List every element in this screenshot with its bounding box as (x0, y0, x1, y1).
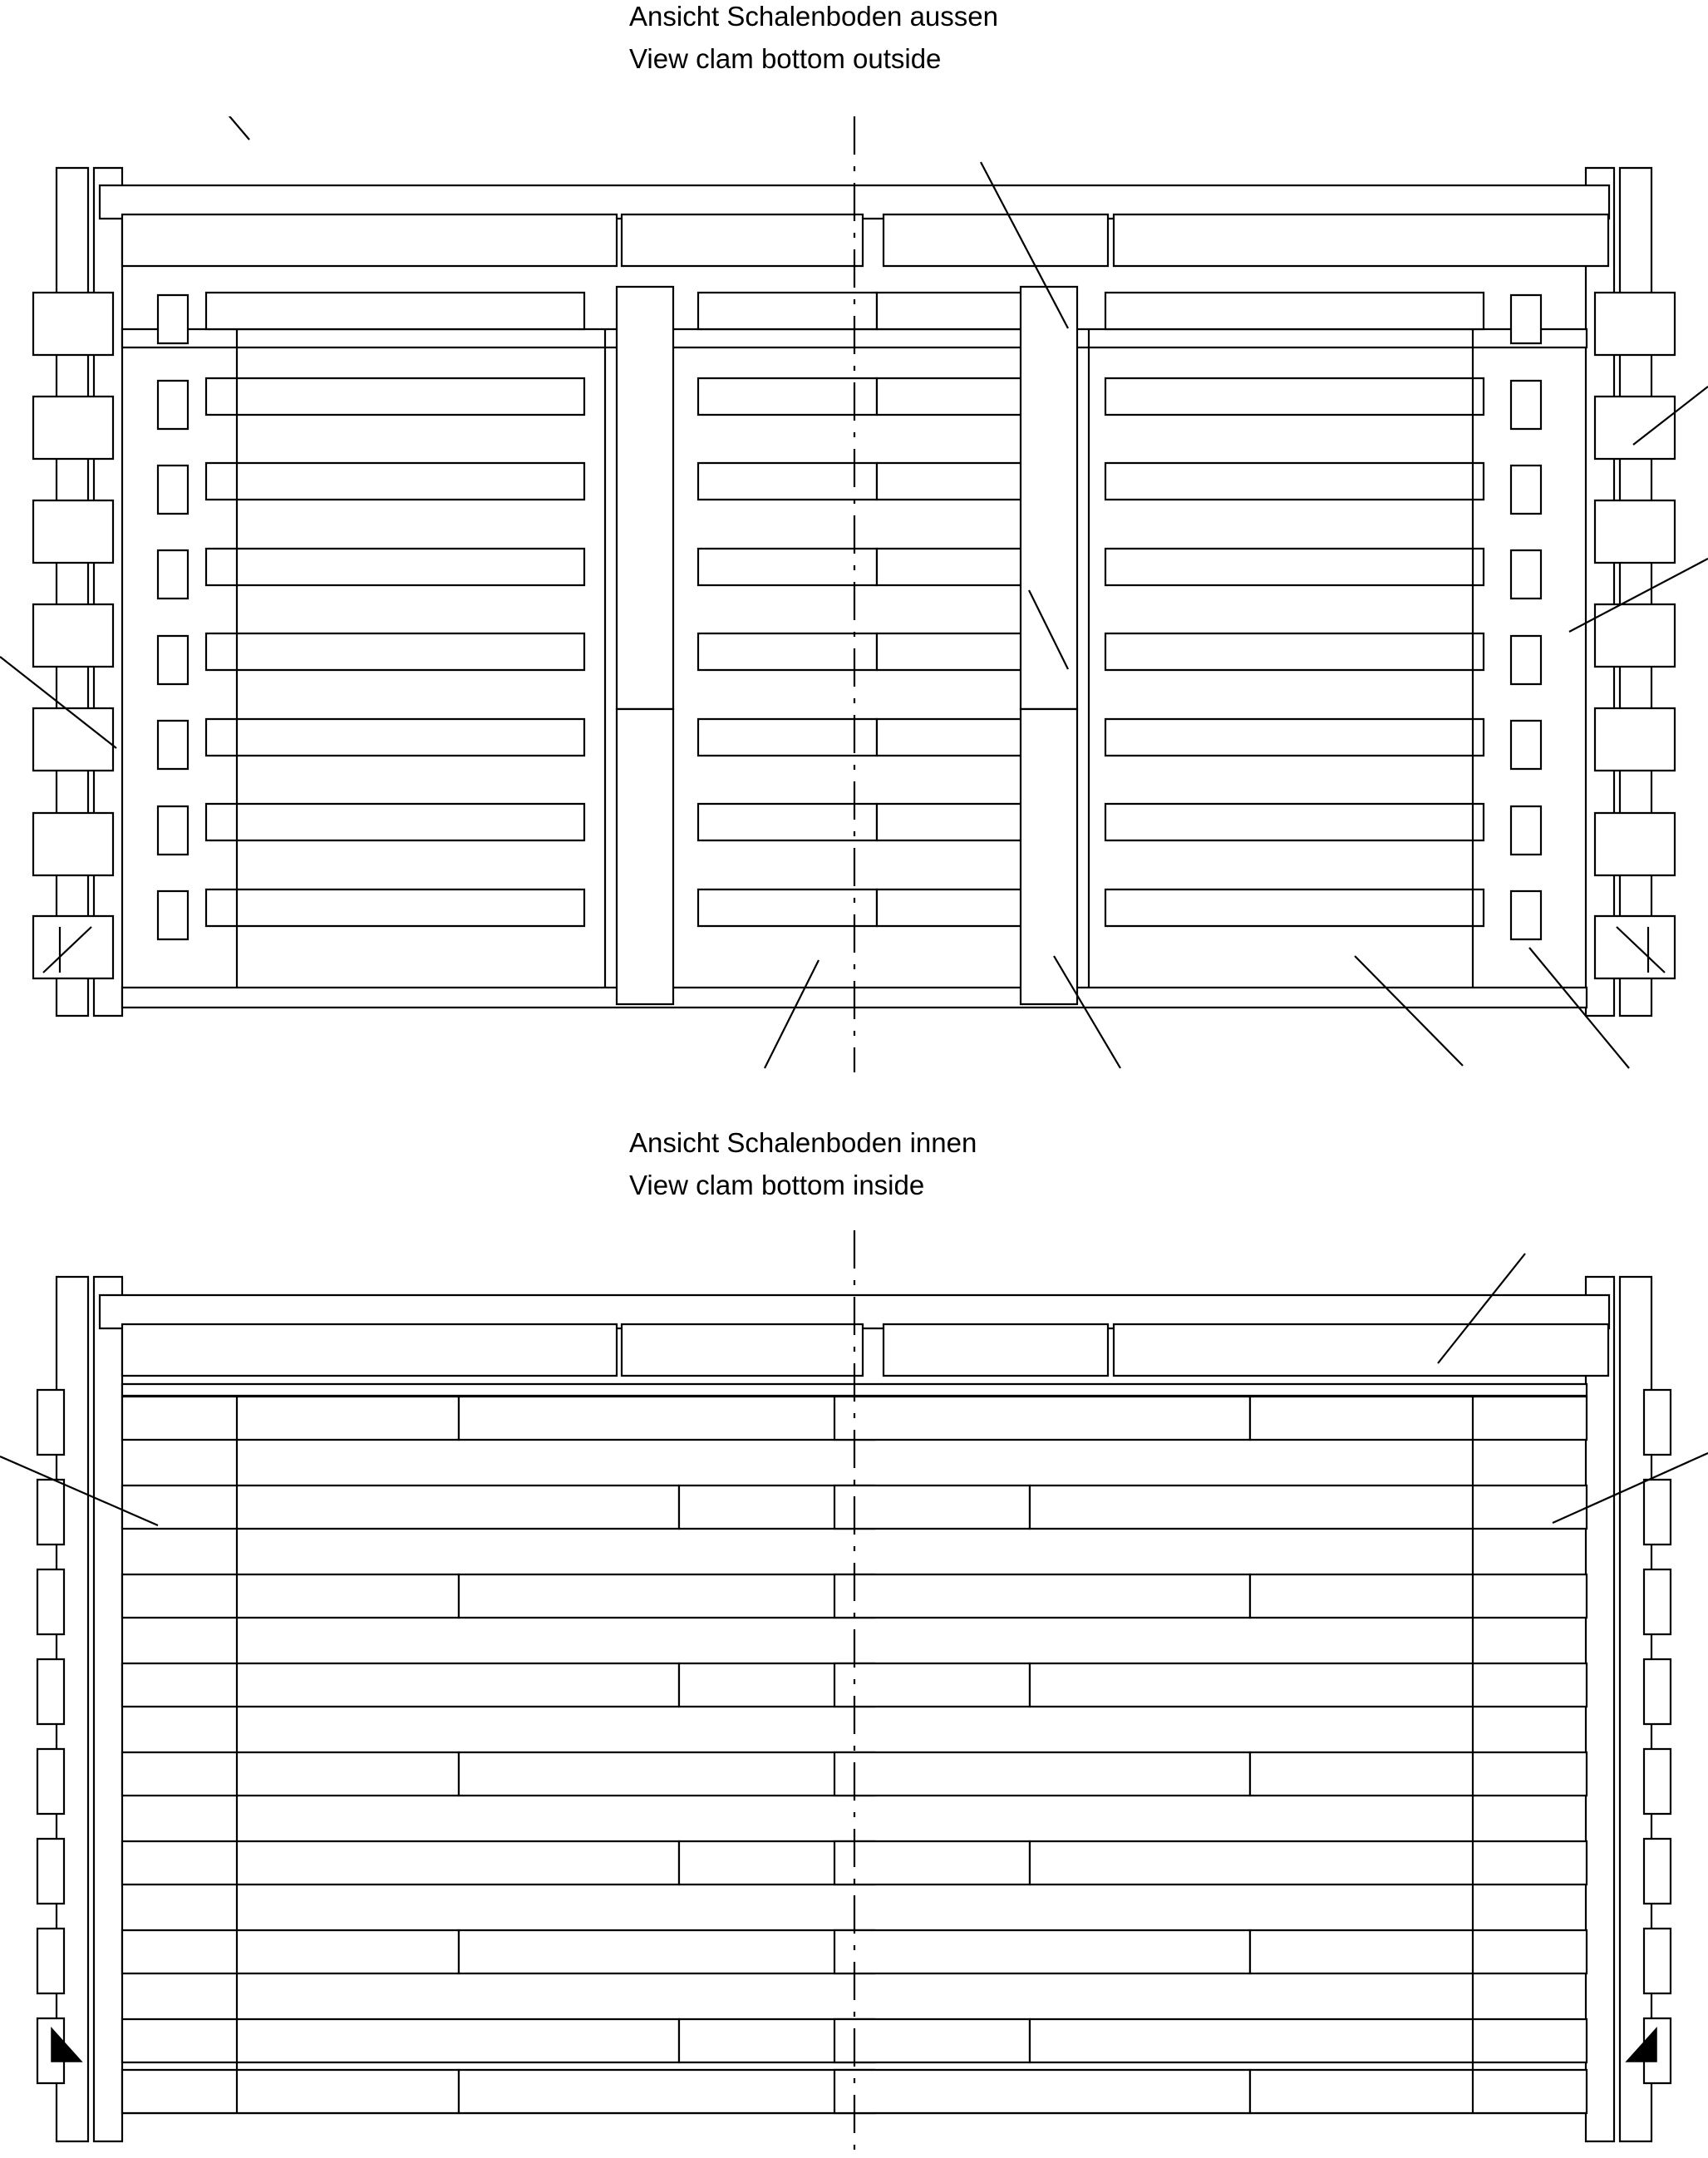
inside-plank (459, 1397, 874, 1440)
outside-short-plank-left (698, 549, 877, 585)
inside-plank (122, 2070, 459, 2113)
right-small-square (1511, 550, 1541, 599)
view-title-inside (629, 1121, 977, 1206)
outside-plank-right (1105, 378, 1484, 415)
right-small-square (1511, 806, 1541, 855)
left-hinge (37, 1839, 64, 1904)
inside-plank (122, 1663, 679, 1707)
inside-plank (834, 1752, 1250, 1796)
top-plank-segment (622, 214, 863, 266)
right-small-square (1511, 636, 1541, 684)
leader-bottom-right (1355, 956, 1463, 1066)
outside-plank-left (206, 804, 584, 840)
left-hinge (37, 1749, 64, 1814)
left-bracket (33, 293, 113, 355)
view-title-outside (629, 0, 998, 80)
inside-plank (834, 2019, 1030, 2062)
inside-plank (459, 1752, 874, 1796)
left-bracket (33, 708, 113, 771)
right-vertical-stiffener (1021, 287, 1077, 709)
right-small-square (1511, 381, 1541, 429)
left-bracket (33, 604, 113, 667)
inside-plank (834, 1841, 1030, 1885)
outside-short-plank-left (698, 293, 877, 329)
inside-plank (834, 1397, 1250, 1440)
right-hinge (1644, 1569, 1671, 1634)
top-plank-segment (122, 214, 617, 266)
outside-short-plank-left (698, 633, 877, 670)
inside-plank (1250, 1752, 1587, 1796)
inside-plank (1250, 1930, 1587, 1973)
left-hinge (37, 1569, 64, 1634)
left-small-square (158, 806, 188, 855)
inside-plank (834, 1663, 1030, 1707)
inside-plank (834, 1485, 1030, 1529)
outside-plank-right (1105, 293, 1484, 329)
leader-bottom-center-right (1054, 956, 1120, 1068)
outside-plank-left (206, 549, 584, 585)
left-inner-post (94, 1277, 122, 2141)
right-bracket (1595, 397, 1675, 459)
left-bracket (33, 500, 113, 563)
view-title-outside-de: Ansicht Schalenboden aussen (629, 1, 998, 32)
left-small-square (158, 891, 188, 939)
diagram-view-outside (0, 116, 1708, 1072)
top-plank-segment (1114, 1324, 1608, 1376)
top-plank-segment (1114, 214, 1608, 266)
left-hinge (37, 1659, 64, 1724)
left-hinge (37, 1929, 64, 1993)
inside-plank (1250, 1397, 1587, 1440)
outside-short-plank-left (698, 463, 877, 500)
inside-plank (122, 2019, 679, 2062)
outside-short-plank-left (698, 719, 877, 756)
right-hinge (1644, 1480, 1671, 1545)
inside-plank (834, 2070, 1250, 2113)
inside-plank (1250, 2070, 1587, 2113)
inside-plank (122, 1485, 679, 1529)
inside-plank (459, 2070, 874, 2113)
outside-plank-left (206, 719, 584, 756)
right-bracket (1595, 604, 1675, 667)
right-hinge (1644, 1659, 1671, 1724)
view-title-outside-en: View clam bottom outside (629, 43, 942, 75)
top-plank-segment (884, 214, 1108, 266)
left-small-square (158, 295, 188, 343)
right-hinge (1644, 1929, 1671, 1993)
left-vertical-stiffener (617, 287, 673, 709)
top-plank-segment (622, 1324, 863, 1376)
outside-plank-right (1105, 549, 1484, 585)
diagram-view-inside (0, 1230, 1708, 2158)
right-hinge (1644, 1749, 1671, 1814)
inside-plank (1030, 1485, 1587, 1529)
outside-plank-left (206, 378, 584, 415)
right-small-square (1511, 295, 1541, 343)
outside-plank-right (1105, 804, 1484, 840)
leader-bottom-center-left (765, 960, 819, 1068)
inside-plank (1250, 1574, 1587, 1618)
inside-plank (1030, 2019, 1587, 2062)
outside-short-plank-left (698, 378, 877, 415)
view-title-inside-en: View clam bottom inside (629, 1170, 925, 1201)
inside-plank (1030, 1663, 1587, 1707)
left-small-square (158, 466, 188, 514)
outside-plank-right (1105, 463, 1484, 500)
outside-plank-left (206, 889, 584, 926)
right-bracket (1595, 708, 1675, 771)
left-bracket (33, 813, 113, 875)
inside-plank (459, 1574, 874, 1618)
inside-plank (122, 1930, 459, 1973)
outside-plank-left (206, 293, 584, 329)
right-small-square (1511, 721, 1541, 769)
outside-plank-right (1105, 889, 1484, 926)
right-small-square (1511, 466, 1541, 514)
top-plank-segment (122, 1324, 617, 1376)
left-hinge (37, 1390, 64, 1455)
inside-plank (122, 1841, 679, 1885)
right-hinge (1644, 1839, 1671, 1904)
outside-plank-right (1105, 633, 1484, 670)
left-vertical-stiffener-lower (617, 709, 673, 1004)
inside-plank (834, 1574, 1250, 1618)
outside-short-plank-left (698, 889, 877, 926)
left-bracket-corner (33, 916, 113, 978)
top-plank-segment (884, 1324, 1108, 1376)
left-hinge (37, 1480, 64, 1545)
outside-short-plank-left (698, 804, 877, 840)
left-small-square (158, 381, 188, 429)
inside-plank (834, 1930, 1250, 1973)
inside-plank (122, 1574, 459, 1618)
inside-plank (122, 1752, 459, 1796)
right-bracket-corner (1595, 916, 1675, 978)
right-bracket (1595, 500, 1675, 563)
view-title-inside-de: Ansicht Schalenboden innen (629, 1127, 977, 1158)
right-vertical-stiffener-lower (1021, 709, 1077, 1004)
inside-plank (459, 1930, 874, 1973)
inside-plank (122, 1397, 459, 1440)
right-small-square (1511, 891, 1541, 939)
right-bracket (1595, 293, 1675, 355)
right-inner-post (1586, 1277, 1614, 2141)
outside-plank-left (206, 633, 584, 670)
right-hinge (1644, 1390, 1671, 1455)
leader-top-left (212, 116, 249, 140)
right-bracket (1595, 813, 1675, 875)
left-small-square (158, 636, 188, 684)
left-small-square (158, 721, 188, 769)
outside-plank-right (1105, 719, 1484, 756)
left-bracket (33, 397, 113, 459)
outside-plank-left (206, 463, 584, 500)
left-small-square (158, 550, 188, 599)
inside-plank (1030, 1841, 1587, 1885)
